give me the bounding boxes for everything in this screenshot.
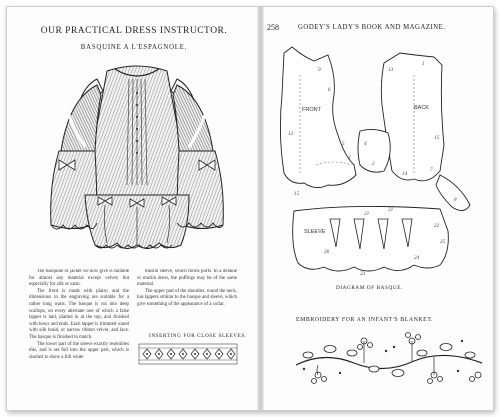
pattern-number: 4: [364, 141, 367, 147]
pattern-number: 14: [402, 171, 408, 177]
sleeve-pattern-piece: [293, 206, 449, 271]
pattern-number: 15: [434, 135, 440, 141]
paragraph: The lower part of the sleeve exactly resembles this, and is set full into the upper part, which is slashed to show a full white: [29, 341, 129, 360]
pattern-number: 22: [434, 223, 440, 229]
paragraph: The upper part of the shoulder, round the neck, has lappets similar to the basque and sleeve, which give something of the appearance of a collar.: [137, 288, 237, 307]
pattern-number: 24: [414, 255, 420, 261]
tab-pattern-piece: [436, 175, 470, 211]
paragraph: muslin sleeve, which forms puffs. In a delaine or muslin dress, the puffings may be of the same material.: [137, 269, 237, 288]
paragraph: The front is made with plaits; and the dimensions in the engraving are suitable for a rather long waist. The basque is cut into deep scallops, on every alternate one of which a false lappet is laid, plaited in at the top, and finished with bows and ends. Each lappet is trimmed round with silk braid, or narrow ribbon velvet, and lace. The basque is finished to match.: [29, 288, 129, 340]
article-column-1: [29, 269, 129, 403]
magazine-title: GODEY'S LADY'S BOOK AND MAGAZINE.: [298, 24, 446, 31]
embroidery-caption: EMBROIDERY FOR AN INFANT'S BLANKET.: [296, 317, 434, 323]
book-spread: [6, 6, 494, 411]
page-number: 258: [267, 23, 279, 32]
pattern-number: 5: [342, 141, 345, 147]
pattern-number: 9: [318, 67, 321, 73]
book-gutter: [257, 7, 264, 410]
back-label: BACK: [414, 105, 429, 111]
front-label: FRONT: [302, 107, 321, 113]
pattern-number: 8: [454, 197, 457, 203]
pattern-number: 6: [328, 87, 331, 93]
pattern-number: 2: [372, 161, 375, 167]
sleeve-label: SLEEVE: [304, 229, 326, 235]
page-title: OUR PRACTICAL DRESS INSTRUCTOR.: [40, 26, 228, 36]
right-page: [264, 7, 493, 410]
inserting-pattern: [139, 343, 237, 365]
insert-caption: INSERTING FOR CLOSE SLEEVES.: [149, 333, 247, 339]
basquine-illustration: [45, 55, 230, 255]
pattern-number: 21: [364, 211, 370, 217]
pattern-number: 26: [324, 249, 330, 255]
article-column-2: [137, 269, 237, 325]
page-subtitle: BASQUINE A L'ESPAGNOLE.: [80, 44, 188, 51]
basque-pattern-diagram: [264, 35, 493, 285]
embroidery-illustration: [294, 329, 484, 389]
left-page: [7, 7, 257, 410]
pattern-number: 3: [348, 155, 351, 161]
pattern-number: 7: [430, 167, 433, 173]
pattern-number: 13: [388, 67, 394, 73]
pattern-number: 1: [422, 61, 425, 67]
diagram-caption: DIAGRAM OF BASQUE.: [336, 285, 403, 291]
pattern-number: 12: [288, 131, 294, 137]
pattern-number: 21: [388, 207, 394, 213]
pattern-number: 15: [294, 191, 300, 197]
paragraph: The basquine or jacket we now give is suitable for almost any material except velvet; but especially for silk or satin.: [29, 269, 129, 288]
pattern-number: 23: [360, 271, 366, 277]
pattern-number: 25: [440, 239, 446, 245]
